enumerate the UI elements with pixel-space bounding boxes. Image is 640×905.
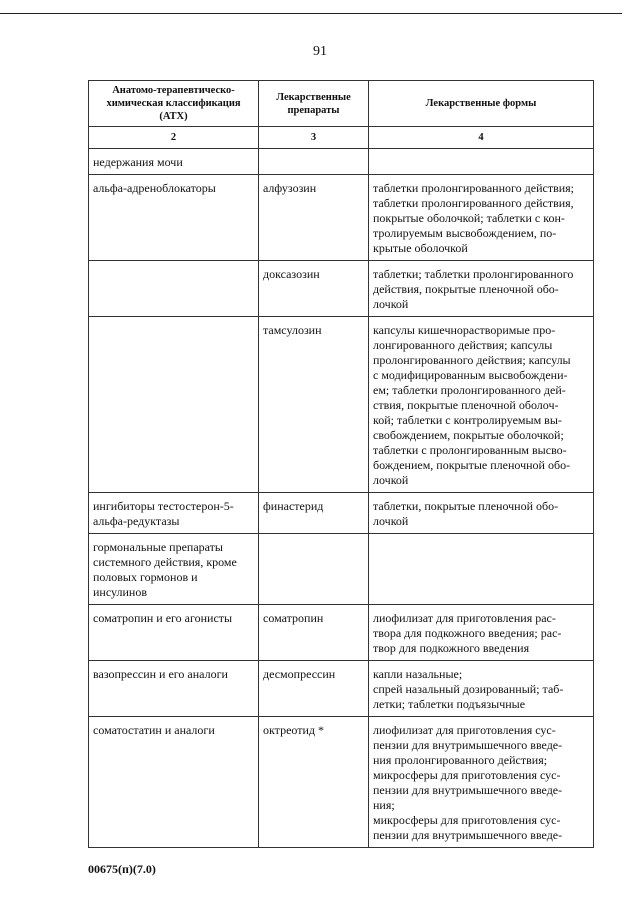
dosage-forms-cell [369, 717, 594, 848]
drug-name-cell [259, 534, 369, 605]
dosage-form-line: летки; таблетки подъязычные [373, 697, 526, 711]
atc-classification-cell: альфа-адреноблокаторы [89, 175, 259, 261]
dosage-form-line: таблетки пролонгированного действия; [373, 181, 575, 195]
header-drugs: Лекарственные препараты [259, 81, 369, 127]
dosage-forms-cell [369, 534, 594, 605]
dosage-form-line: лонгированного действия; капсулы [373, 338, 553, 352]
table-row [89, 661, 594, 717]
drug-name-cell: доксазозин [259, 261, 369, 317]
dosage-form-line: лочкой [373, 297, 409, 311]
table-row [89, 149, 594, 175]
dosage-form-line: спрей назальный дозированный; таб- [373, 682, 564, 696]
header-atc: Анатомо-терапевтическо-химическая классификация (АТХ) [89, 81, 259, 127]
atc-classification-cell: гормональные препараты системного действия, кроме половых гормонов и инсулинов [89, 534, 259, 605]
page-number: 91 [313, 44, 327, 59]
table-row [89, 605, 594, 661]
dosage-form-line: с модифицированным высвобождени- [373, 368, 568, 382]
table-row [89, 261, 594, 317]
table-row [89, 175, 594, 261]
dosage-form-line: ния пролонгированного действия; [373, 753, 548, 767]
dosage-form-line: лочкой [373, 514, 409, 528]
dosage-form-line: микросферы для приготовления сус- [373, 768, 561, 782]
dosage-forms-cell [369, 493, 594, 534]
drug-name-cell: соматропин [259, 605, 369, 661]
dosage-form-line: лиофилизат для приготовления рас- [373, 611, 556, 625]
dosage-form-line: капли назальные; [373, 667, 463, 681]
dosage-form-line: таблетки пролонгированного действия, [373, 196, 574, 210]
column-number: 2 [89, 127, 259, 149]
atc-classification-cell: недержания мочи [89, 149, 259, 175]
table-row [89, 717, 594, 848]
dosage-form-line: лиофилизат для приготовления сус- [373, 723, 556, 737]
drug-table [88, 80, 594, 848]
dosage-forms-cell [369, 317, 594, 493]
dosage-form-line: ствия, покрытые пленочной оболоч- [373, 398, 559, 412]
dosage-form-line: капсулы кишечнорастворимые про- [373, 323, 556, 337]
dosage-form-line: пензии для внутримышечного введе- [373, 828, 563, 842]
dosage-form-line: тролируемым высвобождением, по- [373, 226, 557, 240]
drug-name-cell: тамсулозин [259, 317, 369, 493]
table-row [89, 493, 594, 534]
dosage-form-line: свобождением, покрытые оболочкой; [373, 428, 564, 442]
dosage-form-line: твора для подкожного введения; рас- [373, 626, 562, 640]
dosage-form-line: кой; таблетки с контролируемым вы- [373, 413, 562, 427]
header-forms: Лекарственные формы [369, 81, 594, 127]
drug-name-cell: алфузозин [259, 175, 369, 261]
dosage-form-line: твор для подкожного введения [373, 641, 530, 655]
atc-classification-cell [89, 317, 259, 493]
table-header-row [89, 81, 594, 127]
atc-classification-cell: вазопрессин и его аналоги [89, 661, 259, 717]
top-rule [0, 13, 622, 14]
dosage-forms-cell [369, 149, 594, 175]
drug-name-cell: октреотид * [259, 717, 369, 848]
table-row [89, 534, 594, 605]
column-number: 4 [369, 127, 594, 149]
drug-name-cell: финастерид [259, 493, 369, 534]
column-number-row [89, 127, 594, 149]
atc-classification-cell: ингибиторы тестостерон-5-альфа-редуктазы [89, 493, 259, 534]
dosage-forms-cell [369, 175, 594, 261]
dosage-form-line: микросферы для приготовления сус- [373, 813, 561, 827]
column-number: 3 [259, 127, 369, 149]
dosage-form-line: таблетки с пролонгированным высво- [373, 443, 567, 457]
dosage-form-line: пролонгированного действия; капсулы [373, 353, 571, 367]
dosage-form-line: крытые оболочкой [373, 241, 468, 255]
table-row [89, 317, 594, 493]
dosage-form-line: ем; таблетки пролонгированного дей- [373, 383, 566, 397]
dosage-form-line: пензии для внутримышечного введе- [373, 783, 563, 797]
table-body [89, 149, 594, 848]
dosage-forms-cell [369, 261, 594, 317]
atc-classification-cell [89, 261, 259, 317]
dosage-form-line: действия, покрытые пленочной обо- [373, 282, 559, 296]
dosage-form-line: таблетки; таблетки пролонгированного [373, 267, 574, 281]
dosage-form-line: таблетки, покрытые пленочной обо- [373, 499, 559, 513]
dosage-form-line: бождением, покрытые пленочной обо- [373, 458, 571, 472]
atc-classification-cell: соматропин и его агонисты [89, 605, 259, 661]
drug-name-cell [259, 149, 369, 175]
atc-classification-cell: соматостатин и аналоги [89, 717, 259, 848]
dosage-forms-cell [369, 605, 594, 661]
dosage-forms-cell [369, 661, 594, 717]
dosage-form-line: покрытые оболочкой; таблетки с кон- [373, 211, 565, 225]
document-code: 00675(п)(7.0) [88, 862, 156, 876]
drug-name-cell: десмопрессин [259, 661, 369, 717]
dosage-form-line: ния; [373, 798, 395, 812]
dosage-form-line: пензии для внутримышечного введе- [373, 738, 563, 752]
dosage-form-line: лочкой [373, 473, 409, 487]
